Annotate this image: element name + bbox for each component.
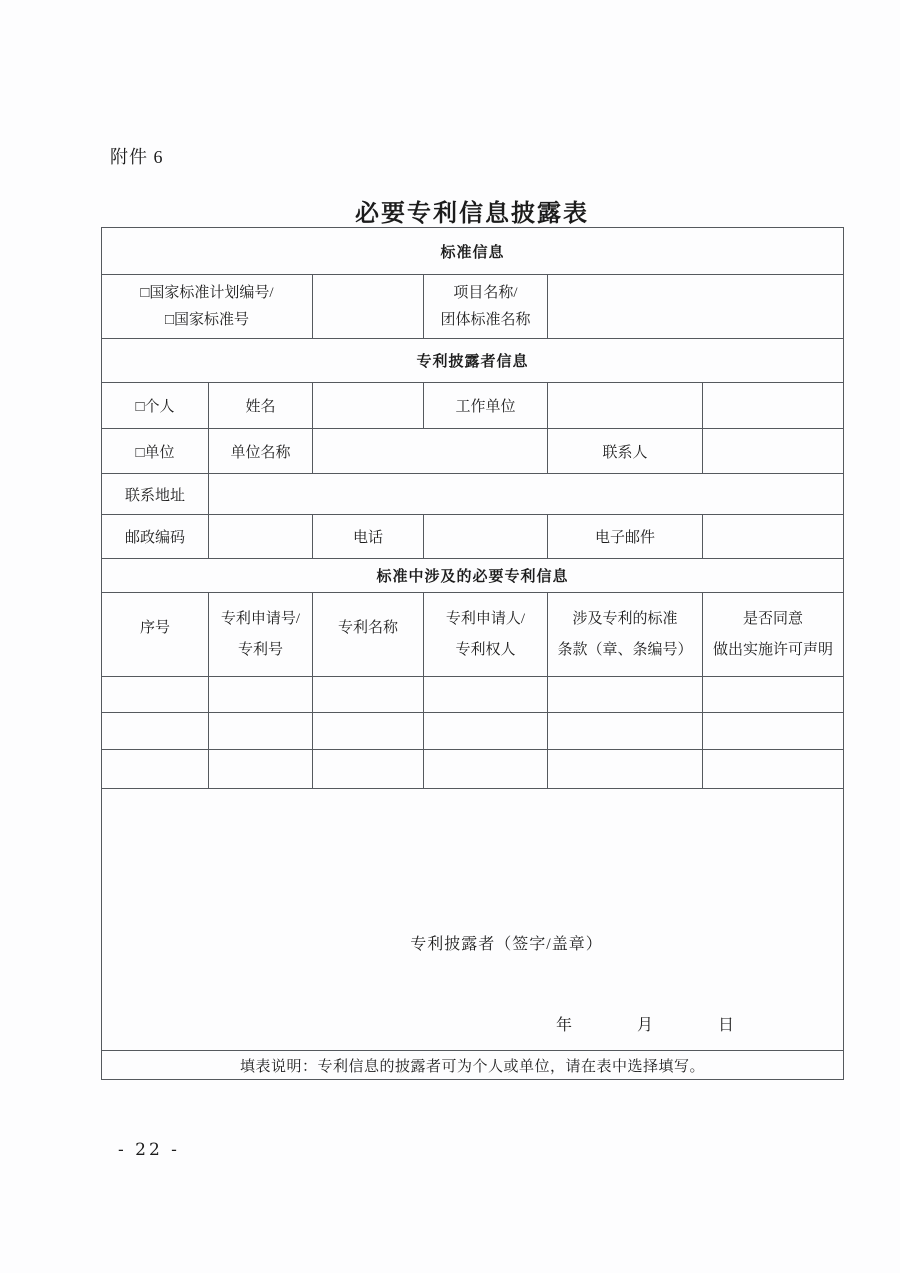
empty-cell [703,677,844,713]
name-label: 姓名 [209,383,313,429]
empty-cell [313,713,424,750]
national-standard-number-option: □国家标准号 [164,311,250,328]
page-title: 必要专利信息披露表 [355,201,589,227]
work-unit-label: 工作单位 [424,383,548,429]
empty-cell [424,677,548,713]
column-header-patent-application-number: 专利申请号/ 专利号 [209,593,313,677]
empty-cell [548,750,703,789]
date-year-label: 年 [556,1017,573,1034]
empty-cell [703,713,844,750]
unit-name-label: 单位名称 [209,429,313,474]
column-header-patent-applicant: 专利申请人/ 专利权人 [424,593,548,677]
name-input-cell [313,383,424,429]
project-name-label: 项目名称/ 团体标准名称 [424,275,548,339]
empty-cell [102,713,209,750]
standard-number-label [102,275,313,339]
column-header-license-agreement: 是否同意 做出实施许可声明 [703,593,844,677]
patent-data-row-1 [102,677,844,713]
empty-cell [102,677,209,713]
email-label: 电子邮件 [548,515,703,559]
section-header-discloser-info: 专利披露者信息 [102,339,844,383]
empty-cell [313,677,424,713]
postal-code-input-cell [209,515,313,559]
form-filling-note: 填表说明：专利信息的披露者可为个人或单位，请在表中选择填写。 [102,1051,844,1080]
phone-input-cell [424,515,548,559]
contact-person-label: 联系人 [548,429,703,474]
work-unit-input-cell [548,383,703,429]
postal-code-label: 邮政编码 [102,515,209,559]
empty-cell [313,750,424,789]
page-number: - 22 - [118,1140,180,1160]
contact-address-input-cell [209,474,844,515]
column-header-serial-number: 序号 [102,593,209,677]
empty-cell [548,713,703,750]
section-header-standard-info: 标准信息 [102,228,844,275]
unit-checkbox-label: □单位 [102,429,209,474]
patent-disclosure-form-table [101,227,844,1080]
standard-number-input-cell [313,275,424,339]
column-header-standard-clauses: 涉及专利的标准 条款（章、条编号） [548,593,703,677]
empty-cell [209,750,313,789]
section-header-patent-info: 标准中涉及的必要专利信息 [102,559,844,593]
email-input-cell [703,515,844,559]
contact-person-input-cell [703,429,844,474]
phone-label: 电话 [313,515,424,559]
patent-data-row-3 [102,750,844,789]
empty-cell [424,750,548,789]
column-header-patent-name: 专利名称 [313,593,424,677]
patent-data-row-2 [102,713,844,750]
standard-plan-number-option: □国家标准计划编号/ [140,284,274,301]
individual-checkbox-label: □个人 [102,383,209,429]
empty-cell [209,677,313,713]
date-month-label: 月 [637,1017,654,1034]
empty-cell [102,750,209,789]
date-line [556,1012,734,1035]
empty-cell [548,677,703,713]
project-name-input-cell [548,275,844,339]
contact-address-label: 联系地址 [102,474,209,515]
date-day-label: 日 [718,1017,735,1034]
work-unit-extra-cell [703,383,844,429]
empty-cell [703,750,844,789]
unit-name-input-cell [313,429,548,474]
empty-cell [424,713,548,750]
signature-area [102,789,844,1051]
empty-cell [209,713,313,750]
attachment-label: 附件 6 [110,147,164,167]
signature-label: 专利披露者（签字/盖章） [410,936,603,953]
